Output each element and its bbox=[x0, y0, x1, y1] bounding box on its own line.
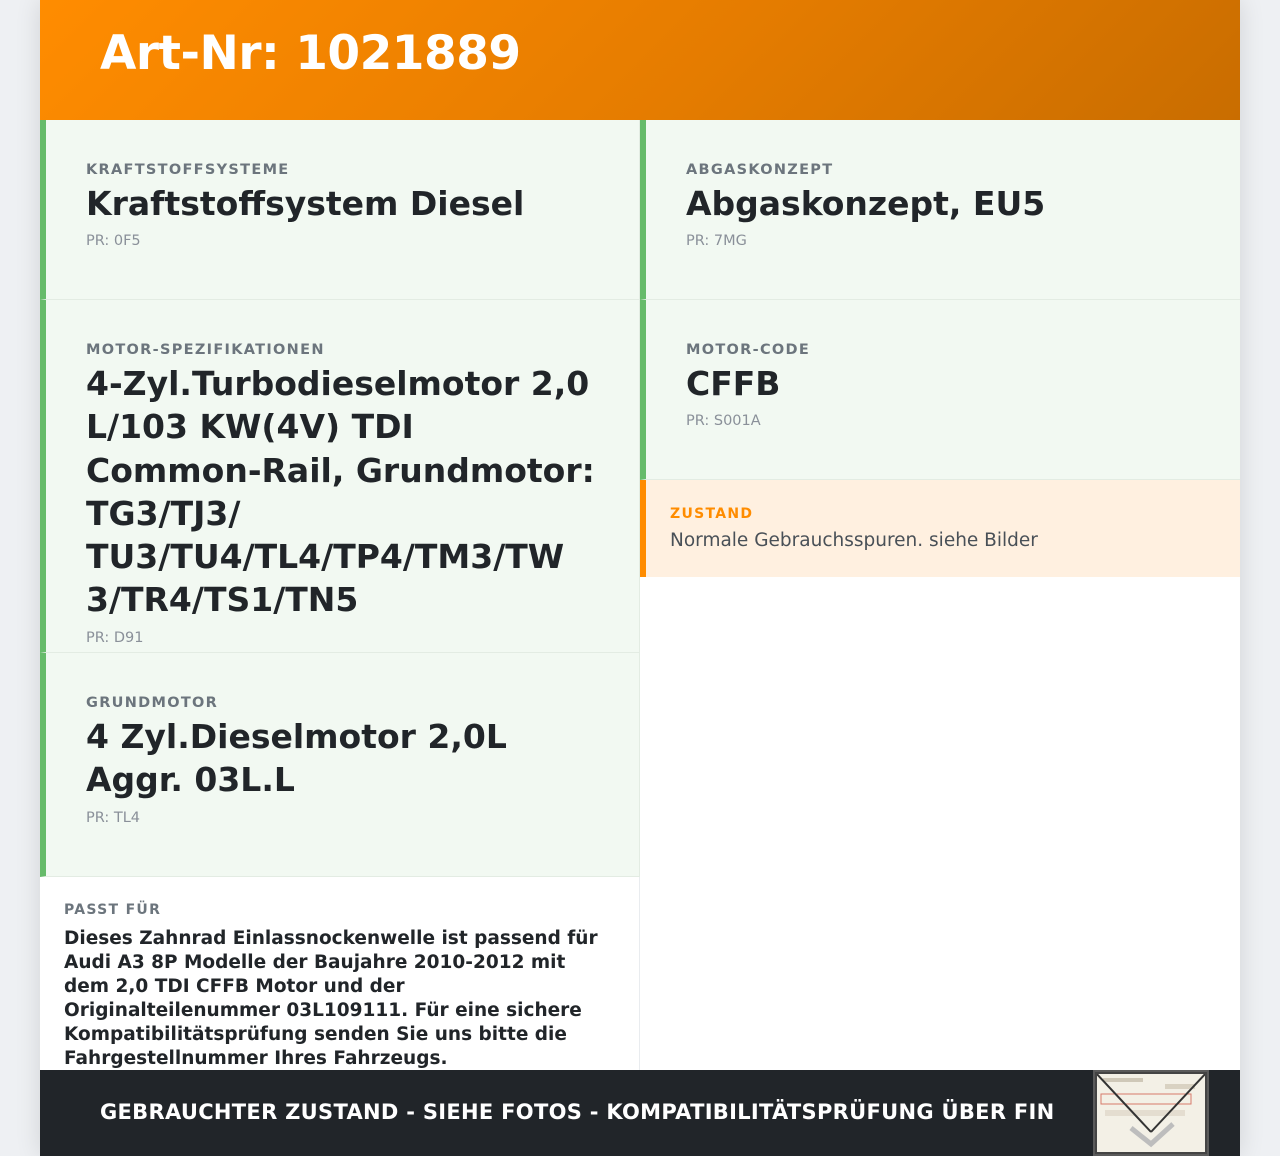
spec-label: ABGASKONZEPT bbox=[686, 162, 834, 178]
spec-value: 4-Zyl.Turbodieselmotor 2,0 L/103 KW(4V) TDI Common-Rail, Grundmotor: TG3/TJ3/ TU3/TU4/TL4/TP4/TM3/TW 3/TR4/TS1/TN5 bbox=[86, 364, 595, 620]
product-sheet bbox=[40, 0, 1240, 1156]
spec-value: CFFB bbox=[686, 364, 781, 403]
footer-text: GEBRAUCHTER ZUSTAND - SIEHE FOTOS - KOMPATIBILITÄTSPRÜFUNG ÜBER FIN bbox=[100, 1100, 1055, 1124]
spec-pr-code: PR: D91 bbox=[86, 629, 144, 646]
compatibility-label: PASST FÜR bbox=[64, 902, 162, 918]
footer-bar bbox=[40, 1070, 1240, 1156]
condition-label: ZUSTAND bbox=[670, 506, 754, 522]
spec-value: Kraftstoffsystem Diesel bbox=[86, 184, 525, 223]
spec-pr-code: PR: 0F5 bbox=[86, 233, 141, 250]
right-column bbox=[640, 120, 1240, 577]
spec-card-abgaskonzept bbox=[640, 120, 1240, 300]
spec-value: 4 Zyl.Dieselmotor 2,0L Aggr. 03L.L bbox=[86, 717, 507, 800]
registration-document-icon bbox=[1095, 1072, 1207, 1154]
spec-label: GRUNDMOTOR bbox=[86, 695, 219, 711]
article-number-title: Art-Nr: 1021889 bbox=[100, 26, 521, 81]
spec-card-motor-code bbox=[640, 300, 1240, 480]
condition-text: Normale Gebrauchsspuren. siehe Bilder bbox=[670, 530, 1038, 551]
spec-label: MOTOR-SPEZIFIKATIONEN bbox=[86, 342, 325, 358]
spec-label: KRAFTSTOFFSYSTEME bbox=[86, 162, 290, 178]
spec-pr-code: PR: TL4 bbox=[86, 809, 141, 826]
header-banner bbox=[40, 0, 1240, 120]
spec-card-grundmotor bbox=[40, 653, 640, 877]
left-column bbox=[40, 120, 640, 877]
spec-pr-code: PR: S001A bbox=[686, 413, 761, 430]
spec-value: Abgaskonzept, EU5 bbox=[686, 184, 1046, 223]
spec-card-motor-spezifikationen bbox=[40, 300, 640, 653]
spec-card-kraftstoffsysteme bbox=[40, 120, 640, 300]
compatibility-section bbox=[40, 877, 640, 1070]
compatibility-text: Dieses Zahnrad Einlassnockenwelle ist passend für Audi A3 8P Modelle der Baujahre 2010-2012 mit dem 2,0 TDI CFFB Motor und der Originalteilenummer 03L109111. Für eine sichere Kompatibilitätsprüfung senden Sie uns bitte die Fahrgestellnummer Ihres Fahrzeugs. bbox=[64, 928, 598, 1069]
spec-pr-code: PR: 7MG bbox=[686, 233, 747, 250]
condition-box bbox=[640, 480, 1240, 577]
right-empty-area bbox=[640, 577, 1240, 1070]
document-photo-thumbnail-icon bbox=[1093, 1070, 1209, 1156]
spec-label: MOTOR-CODE bbox=[686, 342, 811, 358]
